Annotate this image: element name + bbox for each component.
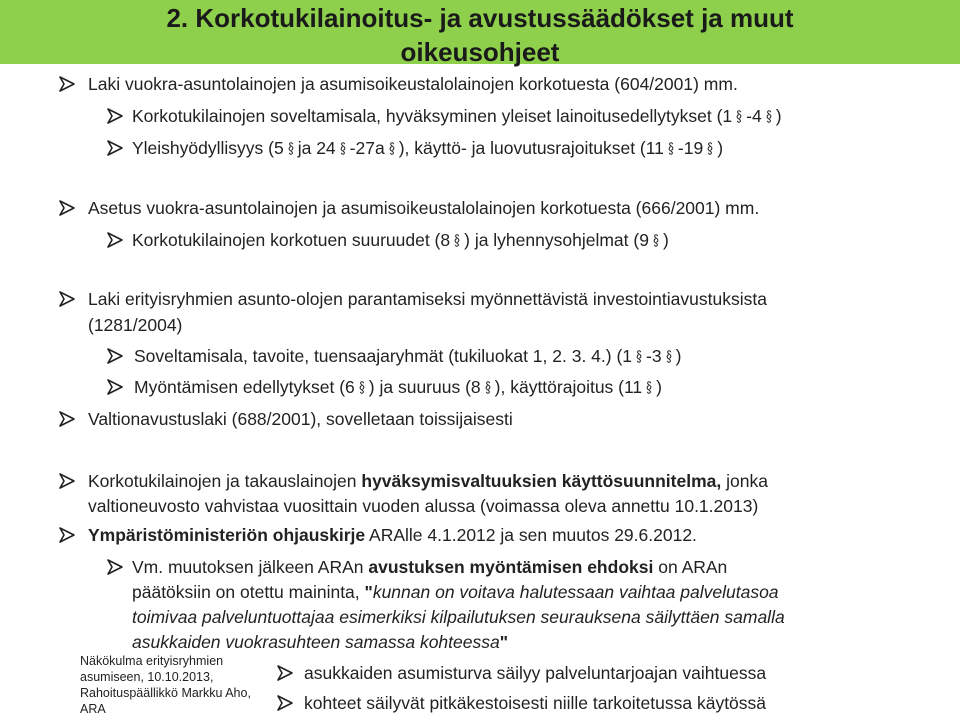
section-sign-icon — [668, 142, 674, 155]
text: Soveltamisala, tavoite, tuensaajaryhmät (tukiluokat 1, 2. 3. 4.) (1 — [134, 346, 633, 366]
quote-mark: " — [364, 582, 373, 602]
arrow-bullet-icon — [58, 199, 76, 221]
text: ), käyttörajoitus (11 — [494, 377, 643, 397]
decree-sub-1 — [132, 229, 669, 251]
keep-1: asukkaiden asumisturva säilyy palveluntarjoajan vaihtuessa — [304, 663, 767, 683]
section-sign-icon — [389, 142, 395, 155]
text: ARAlle 4.1.2012 ja sen muutos 29.6.2012. — [365, 525, 697, 545]
text: jonka — [721, 471, 768, 491]
change-bold: avustuksen myöntämisen ehdoksi — [368, 557, 654, 577]
arrow-bullet-icon — [58, 290, 76, 312]
arrow-bullet-icon — [106, 378, 124, 400]
footer-line: Näkökulma erityisryhmien — [80, 654, 224, 668]
text: -19 — [677, 138, 704, 158]
change-line-1 — [132, 556, 727, 578]
law-1-sub-1 — [132, 105, 782, 127]
section-sign-icon — [646, 381, 652, 394]
law-2-line-2: (1281/2004) — [88, 315, 183, 335]
guide — [88, 524, 697, 546]
text: ), käyttö- ja luovutusrajoitukset (11 — [398, 138, 664, 158]
text: -3 — [646, 346, 662, 366]
section-sign-icon — [766, 110, 772, 123]
arrow-bullet-icon — [276, 664, 294, 686]
law-1: Laki vuokra-asuntolainojen ja asumisoikeustalolainojen korkotuesta (604/2001) mm. — [88, 74, 738, 94]
law-3: Valtionavustuslaki (688/2001), sovelletaan toissijaisesti — [88, 409, 513, 429]
plan-line-1 — [88, 470, 768, 492]
change-line-4 — [132, 631, 508, 653]
text: Korkotukilainojen soveltamisala, hyväksyminen yleiset lainoitusedellytykset (1 — [132, 106, 733, 126]
page-title-line-2: oikeusohjeet — [400, 37, 560, 67]
guide-bold: Ympäristöministeriön ohjauskirje — [88, 525, 366, 545]
arrow-bullet-icon — [106, 558, 124, 580]
section-sign-icon — [454, 234, 460, 247]
text: Yleishyödyllisyys (5 — [132, 138, 284, 158]
text: ) — [662, 230, 669, 250]
law-1-sub-2 — [132, 137, 723, 159]
section-sign-icon — [666, 350, 672, 363]
change-line-3: toimivaa palveluntuottajaa esimerkiksi kilpailutuksen seurauksena säilyttäen samalla — [132, 607, 785, 627]
arrow-bullet-icon — [58, 472, 76, 494]
arrow-bullet-icon — [106, 107, 124, 129]
text: ) — [775, 106, 782, 126]
footer-line: asumiseen, 10.10.2013, — [80, 670, 214, 684]
text: ja 24 — [297, 138, 336, 158]
section-sign-icon — [707, 142, 713, 155]
text: on ARAn — [653, 557, 728, 577]
decree: Asetus vuokra-asuntolainojen ja asumisoikeustalolainojen korkotuesta (666/2001) mm. — [88, 198, 760, 218]
arrow-bullet-icon — [106, 139, 124, 161]
law-2-line-1: Laki erityisryhmien asunto-olojen parantamiseksi myönnettävistä investointiavustuksista — [88, 289, 767, 309]
arrow-bullet-icon — [58, 410, 76, 432]
change-line-2 — [132, 581, 779, 603]
footer-note — [80, 653, 270, 717]
arrow-bullet-icon — [276, 694, 294, 716]
section-sign-icon — [288, 142, 294, 155]
quote-text: asukkaiden vuokrasuhteen samassa kohteessa — [132, 632, 500, 652]
text: ) ja lyhennysohjelmat (9 — [464, 230, 649, 250]
section-sign-icon — [636, 350, 642, 363]
page-title-line-1: 2. Korkotukilainoitus- ja avustussäädökset ja muut — [166, 3, 794, 33]
section-sign-icon — [359, 381, 365, 394]
title-bar — [0, 0, 960, 67]
text: ) — [656, 377, 662, 397]
arrow-bullet-icon — [106, 231, 124, 253]
arrow-bullet-icon — [58, 526, 76, 548]
section-sign-icon — [340, 142, 346, 155]
text: ) ja suuruus (8 — [368, 377, 481, 397]
text: päätöksiin on otettu maininta, — [132, 582, 365, 602]
text: -27a — [349, 138, 385, 158]
quote-mark: " — [499, 632, 509, 652]
plan-line-2: valtioneuvosto vahvistaa vuosittain vuoden alussa (voimassa oleva annettu 10.1.2013) — [88, 496, 759, 516]
law-2-sub-2 — [134, 376, 662, 398]
footer-line: ARA — [80, 702, 106, 716]
text: Myöntämisen edellytykset (6 — [134, 377, 355, 397]
text: Korkotukilainojen ja takauslainojen — [88, 471, 362, 491]
law-2-sub-1 — [134, 345, 681, 367]
arrow-bullet-icon — [58, 75, 76, 97]
text: Vm. muutoksen jälkeen ARAn — [132, 557, 369, 577]
text: Korkotukilainojen korkotuen suuruudet (8 — [132, 230, 451, 250]
section-sign-icon — [736, 110, 742, 123]
quote-text: kunnan on voitava halutessaan vaihtaa palvelutasoa — [372, 582, 779, 602]
footer-line: Rahoituspäällikkö Markku Aho, — [80, 686, 251, 700]
keep-2: kohteet säilyvät pitkäkestoisesti niille tarkoitetussa käytössä — [304, 693, 767, 713]
section-sign-icon — [485, 381, 491, 394]
arrow-bullet-icon — [106, 347, 124, 369]
text: -4 — [746, 106, 762, 126]
plan-bold: hyväksymisvaltuuksien käyttösuunnitelma, — [361, 471, 722, 491]
text: ) — [675, 346, 682, 366]
section-sign-icon — [653, 234, 659, 247]
text: ) — [717, 138, 724, 158]
